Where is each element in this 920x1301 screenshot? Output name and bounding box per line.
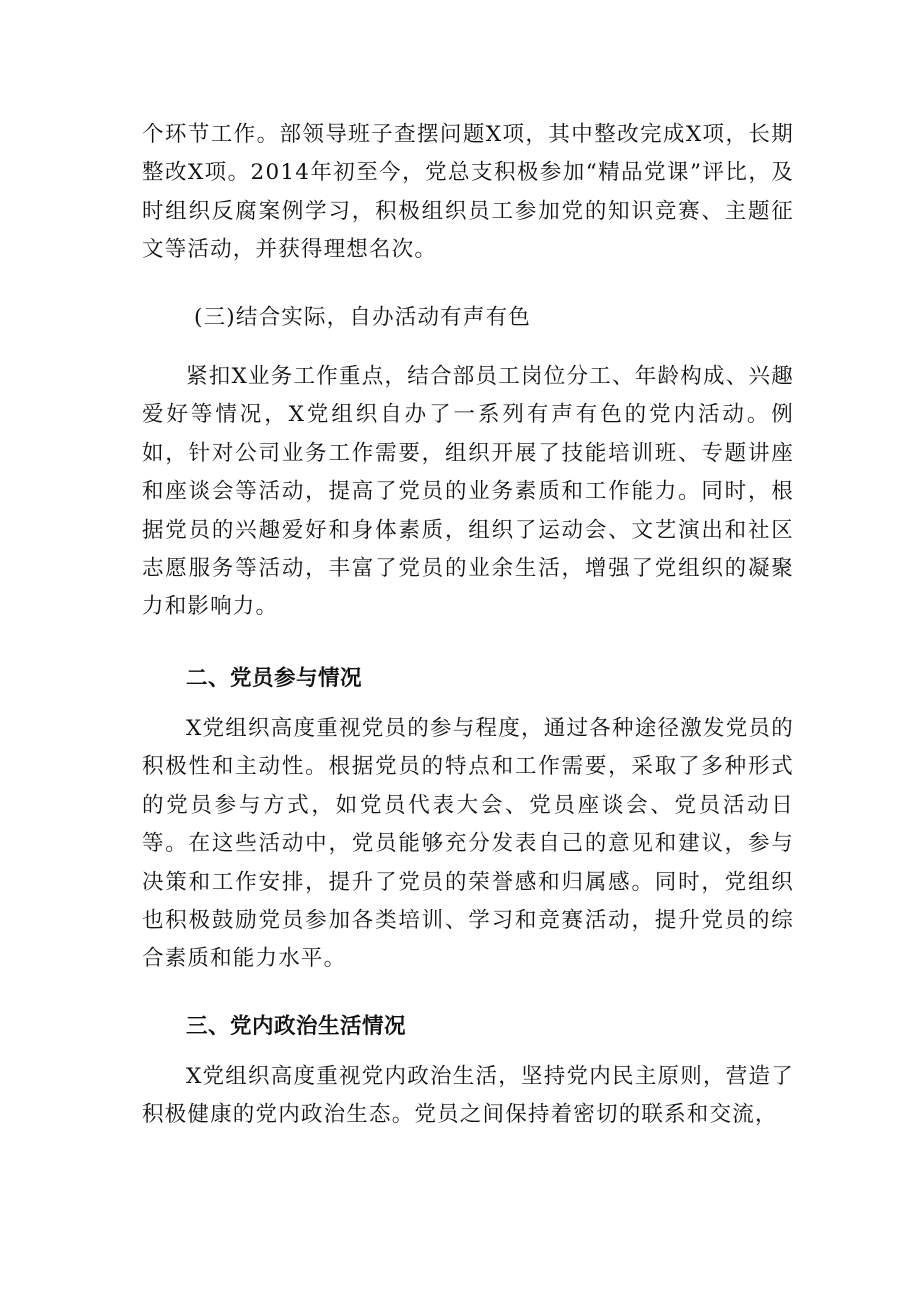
subheading-3: (三)结合实际，自办活动有声有色 xyxy=(194,305,531,330)
section-3-paragraph: X党组织高度重视党内政治生活，坚持党内民主原则，营造了积极健康的党内政治生态。党员之间保持着密切的联系和交流， xyxy=(142,1064,794,1128)
section-2-heading: 二、党员参与情况 xyxy=(186,666,363,691)
section-2-paragraph: X党组织高度重视党员的参与程度，通过各种途径激发党员的积极性和主动性。根据党员的特点和工作需要，采取了多种形式的党员参与方式，如党员代表大会、党员座谈会、党员活动日等。在这些活动中，党员能够充分发表自己的意见和建议，参与决策和工作安排，提升了党员的荣誉感和归属感。同时，党组织也积极鼓励党员参加各类培训、学习和竞赛活动，提升党员的综合素质和能力水平。 xyxy=(142,716,794,972)
paragraph-continued: 个环节工作。部领导班子查摆问题X项，其中整改完成X项，长期整改X项。2014年初至今，党总支积极参加“精品党课”评比，及时组织反腐案例学习，积极组织员工参加党的知识竞赛、主题征文等活动，并获得理想名次。 xyxy=(142,122,794,263)
section-3-heading: 三、党内政治生活情况 xyxy=(186,1014,407,1039)
paragraph-activities: 紧扣X业务工作重点，结合部员工岗位分工、年龄构成、兴趣爱好等情况，X党组织自办了一系列有声有色的党内活动。例如，针对公司业务工作需要，组织开展了技能培训班、专题讲座和座谈会等活动，提高了党员的业务素质和工作能力。同时，根据党员的兴趣爱好和身体素质，组织了运动会、文艺演出和社区志愿服务等活动，丰富了党员的业余生活，增强了党组织的凝聚力和影响力。 xyxy=(142,364,794,620)
